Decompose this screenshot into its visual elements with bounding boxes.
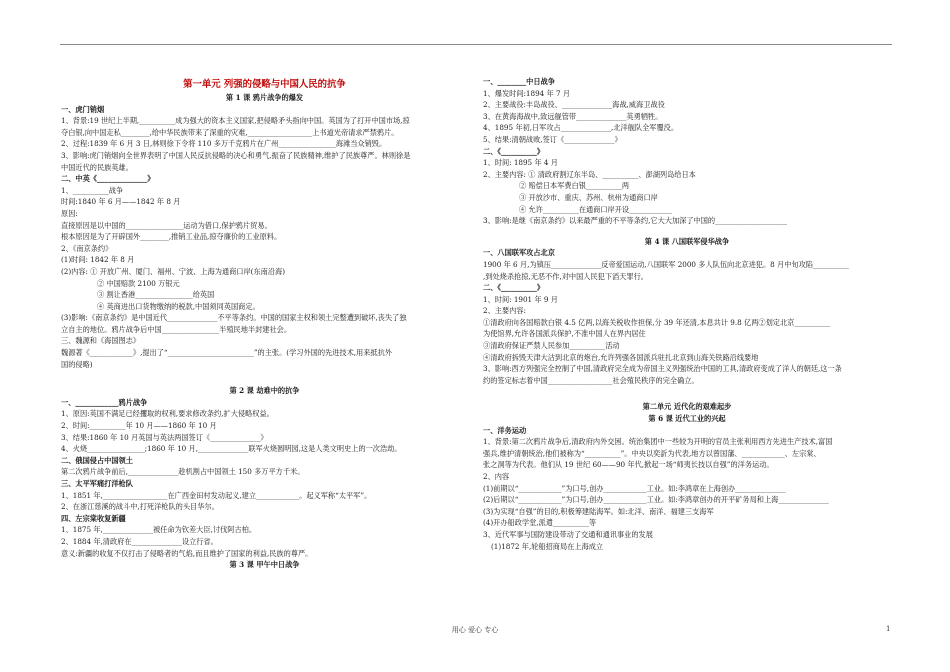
text-line: ,到处烧杀抢掠,无恶不作,对中国人民犯下滔天罪行。 [483,271,648,281]
text-line [483,386,891,401]
text-line: 1、背景:第二次鸦片战争后,清政府内外交困。统治集团中一些较为开明的官员主张利用西方先进生产技术,富国 [483,437,833,447]
section-heading: 二、《__________》 [483,283,545,293]
text-line: 1、原因:英国不满足已经攫取的权利,要求修改条约,扩大侵略权益。 [61,409,274,419]
text-line: 3、在黄海海战中,致远舰管带______________英勇牺牲。 [483,111,663,121]
section-heading: 一、八国联军攻占北京 [483,248,555,258]
section-heading: 三、太平军痛打洋枪队 [61,479,133,488]
text-line: (1)时间: 1842 年 8 月 [61,255,135,265]
section-heading: 二、中英《______________》 [61,174,155,184]
text-line: ④清政府拆毁天津大沽到北京的炮台,允许列强各国派兵驻扎北京到山海关铁路沿线要地 [483,352,759,362]
section-title: 第 3 课 甲午中日战争 [229,560,300,570]
section-title: 第 2 课 劫难中的抗争 [229,386,300,396]
section-heading: 四、左宗棠收复新疆 [61,513,126,523]
text-line: 中国近代的民族英雄。 [61,162,133,172]
left-column [61,76,468,571]
section-title: 第 6 课 近代工业的兴起 [648,414,726,424]
text-line: ② 赔偿日本军费白银__________两 [519,181,630,191]
section-title: 第二单元 近代化的艰难起步 [642,402,732,412]
text-line: 2、在浙江慈溪的战斗中,打死洋枪队的头目华尔。 [61,502,219,512]
text-line: 1、爆发时间:1894 年 7 月 [483,88,571,98]
text-line: ④ 允许__________在通商口岸开设____________ [519,204,673,214]
text-line: 原因: [61,208,78,218]
text-line: (1)前期以“____________”为口号,创办____________工业。如:李鸿章在上海创办______________ [483,483,786,493]
text-line: 1、背景:19 世纪上半期,__________成为强大的资本主义国家,把侵略矛头指向中国。英国为了打开中国市场,掠 [61,116,410,126]
text-line: ④ 英商进出口货物缴纳的税款,中国须同英国商定。 [97,301,260,311]
text-line: 魏源著《____________》,提出了“________________________”的主张。(学习外国的先进技术,用来抵抗外 [61,348,392,358]
text-line: 约的签定标志着中国__________________社会殖民秩序的完全确立。 [483,375,699,385]
text-line: 5、结果:清朝战败,签订《______________》 [483,134,622,144]
text-line: 2、《南京条约》 [61,243,113,253]
text-line: 夺白银,向中国走私________,给中华民族带来了深重的灾难,__________________上书道光帝请求严禁鸦片。 [61,127,399,137]
text-line: (3)影响:《南京条约》是中国近代______________不平等条约。中国的国家主权和领土完整遭到破坏,丧失了独 [61,313,407,323]
text-line: 为使馆界,允许各国派兵保护,不准中国人在界内居住 [483,329,646,339]
text-line: 3、影响:虎门销烟向全世界表明了中国人民反抗侵略的决心和勇气,振奋了民族精神,维护了民族尊严。林则徐是 [61,150,411,160]
section-heading: 二、俄国侵占中国领土 [61,455,133,465]
header-rule [60,44,892,45]
section-heading: 二、《__________》 [483,146,545,156]
text-line: 3、影响:是继《南京条约》以来最严重的不平等条约,它大大加深了中国的____________________ [483,216,787,226]
text-line: 1、__________战争 [61,185,124,195]
text-line: 1、1851 年,__________________在广西金田村发动起义,建立____________。起义军称“太平军”。 [61,490,372,500]
text-line: ③清政府保证严禁人民参加__________活动 [483,341,620,351]
text-line: 4、火烧________________;1860 年 10 月,______________联军火烧圆明园,这是人类文明史上的一次浩劫。 [61,444,402,454]
text-line: 立自主的地位。鸦片战争后中国________________半殖民地半封建社会。 [61,324,292,334]
text-line: 时间:1840 年 6 月——1842 年 8 月 [61,197,181,207]
text-line: 1、1875 年,______________被任命为钦差大臣,讨伐阿古柏。 [61,525,257,535]
text-line: 2、时间:__________年 10 月——1860 年 10 月 [61,421,217,431]
text-line: (1)1872 年,轮船招商局在上海成立 [491,541,604,551]
text-line: 2、主要战役:丰岛战役、______________海战,威海卫战役 [483,100,665,110]
text-line: 1900 年 6 月,为镇压______________反帝爱国运动,八国联军 2000 多人队伍向北京进犯。8 月中旬攻陷__________ [483,259,849,269]
text-line: 三、魏源和《海国图志》 [61,336,141,346]
text-line: ② 中国赔款 2100 万银元 [97,278,180,288]
text-line [483,227,891,236]
text-line: 意义:新疆的收复不仅打击了侵略者的气焰,而且维护了国家的利益,民族的尊严。 [61,548,313,558]
text-line: 3、结果:1860 年 10 月英国与英法两国签订《______________》 [61,432,268,442]
section-heading: 一、洋务运动 [483,425,527,435]
right-column [483,76,891,552]
text-line: (2)内容: ① 开放广州、厦门、福州、宁波、上海为通商口岸(东南沿海) [61,266,286,276]
section-heading: 一、____________鸦片战争 [61,397,148,407]
text-line: 2、主要内容: [483,306,526,316]
section-title: 第 1 课 鸦片战争的爆发 [225,93,304,102]
section-heading: 一、________中日战争 [483,77,555,86]
text-line: 4、1895 年初,日军攻占______________,北洋舰队全军覆没。 [483,123,679,133]
text-line: 2、过程:1839 年 6 月 3 日,林则徐下令将 110 多万千克鸦片在广州________________海滩当众销毁。 [61,139,387,149]
text-line: (2)后期以“____________”为口号,创办____________工业。如:李鸿章创办的开平矿务局和上海______________ [483,495,829,505]
text-line [61,370,468,385]
text-line: 国的侵略) [61,359,93,369]
text-line: 第二次鸦片战争前后,______________趁机割占中国领土 150 多万平方千米。 [61,467,305,477]
text-line: 张之洞等为代表。他们从 19 世纪 60——90 年代,掀起一场“师夷长技以自强”的洋务运动。 [483,460,774,470]
text-line: 3、影响:西方列强完全控制了中国,清政府完全成为帝国主义列强统治中国的工具,清政府变成了洋人的朝廷,这一条 [483,364,842,374]
text-line: ③ 开放沙市、重庆、苏州、杭州为通商口岸 [519,192,658,202]
text-line: 2、主要内容: ① 清政府割辽东半岛、__________、澎湖列岛给日本 [483,169,696,179]
text-line: 1、时间: 1895 年 4 月 [483,158,558,168]
text-line: (3)为实现“自强”的目的,积极筹建陆海军。如:北洋、南洋、福建三支海军 [483,506,714,516]
text-line: 3、近代军事与国防建设带动了交通和通讯事业的发展 [483,529,653,539]
text-line: 1、时间: 1901 年 9 月 [483,294,558,304]
section-heading: 一、虎门销烟 [61,104,105,114]
text-line: 2、内容 [483,472,510,481]
text-line: 根本原因是为了开辟国外________,推销工业品,掠夺廉价的工业原料。 [61,232,282,242]
page-number: 1 [886,625,891,633]
page-footer: 用心 爱心 专心 [451,626,499,634]
text-line: (4)开办船政学堂,派遣__________等 [483,518,597,528]
text-line: 2、1884 年,清政府在______________设立行省。 [61,536,218,546]
section-title: 第一单元 列强的侵略与中国人民的抗争 [183,79,346,90]
text-line: ③ 割让香港________________给英国 [97,290,215,300]
text-line: ①清政府向各国赔款白银 4.5 亿两,以海关税收作担保,分 39 年还清,本息共计 9.8 亿两②划定北京__________ [483,317,831,327]
text-line: 强兵,维护清朝统治,他们被称为“__________”。中央以奕訢为代表,地方以曾国藩、____________、左宗棠、 [483,448,821,458]
text-line: 直接原因是以中国的________________运动为借口,保护鸦片贸易。 [61,220,272,230]
section-title: 第 4 课 八国联军侵华战争 [644,236,730,246]
